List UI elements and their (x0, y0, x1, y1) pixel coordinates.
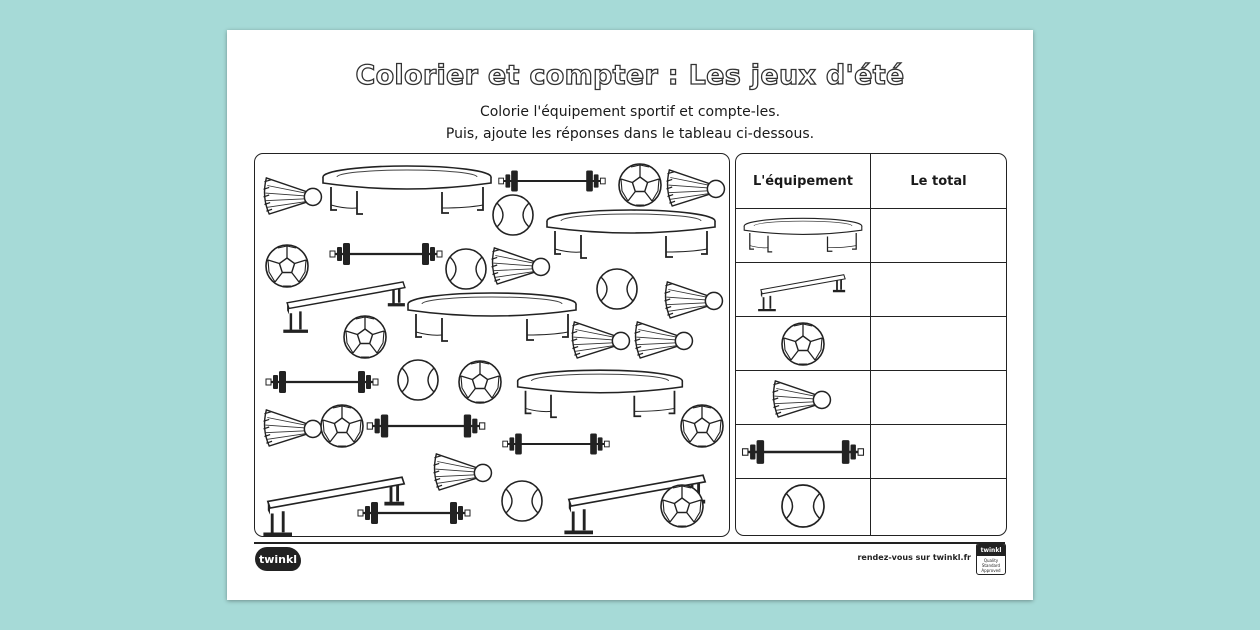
balance-beam-icon[interactable] (263, 477, 404, 534)
trampoline-icon (744, 218, 862, 252)
instruction-line-1: Colorie l'équipement sportif et compte-les. (479, 104, 781, 120)
shuttlecock-icon[interactable] (635, 322, 693, 358)
tennis-ball-icon[interactable] (597, 269, 637, 309)
shuttlecock-icon[interactable] (492, 248, 550, 284)
footer-divider (254, 542, 1005, 544)
shuttlecock-icon[interactable] (665, 282, 723, 318)
tennis-ball-icon[interactable] (446, 249, 486, 289)
football-icon (782, 323, 824, 365)
shuttlecock-icon[interactable] (667, 170, 725, 206)
equipment-picture-panel (254, 153, 730, 537)
football-icon[interactable] (266, 245, 308, 287)
football-icon[interactable] (321, 405, 363, 447)
badge-title: twinkl (977, 544, 1005, 556)
badge-text: Quality Standard Approved (981, 558, 1001, 573)
shuttlecock-icon[interactable] (572, 322, 630, 358)
football-icon[interactable] (344, 316, 386, 358)
total-cell[interactable] (871, 263, 1006, 316)
shuttlecock-icon[interactable] (264, 178, 322, 214)
table-header-row (736, 154, 1006, 209)
barbell-icon[interactable] (358, 502, 470, 524)
table-row (736, 479, 1006, 535)
tennis-ball-icon (782, 485, 824, 527)
football-icon[interactable] (661, 485, 703, 527)
barbell-icon[interactable] (503, 434, 609, 455)
equipment-cell (736, 209, 871, 262)
total-cell[interactable] (871, 479, 1006, 535)
equipment-scene (255, 154, 729, 536)
equipment-cell (736, 263, 871, 316)
equipment-cell (736, 371, 871, 424)
trampoline-icon[interactable] (408, 293, 576, 341)
quality-badge-icon (976, 543, 1006, 575)
tennis-ball-icon[interactable] (398, 360, 438, 400)
barbell-icon[interactable] (499, 171, 605, 192)
balance-beam-icon (758, 275, 845, 310)
shuttlecock-icon[interactable] (264, 410, 322, 446)
barbell-icon[interactable] (266, 371, 378, 393)
table-row (736, 425, 1006, 479)
header-equipment: L'équipement (736, 154, 871, 208)
equipment-cell (736, 425, 871, 478)
total-cell[interactable] (871, 317, 1006, 370)
shuttlecock-icon[interactable] (434, 454, 492, 490)
equipment-cell (736, 479, 871, 535)
trampoline-icon[interactable] (323, 166, 491, 214)
twinkl-logo[interactable]: twinkl (255, 547, 301, 571)
total-cell[interactable] (871, 209, 1006, 262)
header-total: Le total (910, 173, 967, 189)
trampoline-icon[interactable] (547, 210, 715, 258)
football-icon[interactable] (681, 405, 723, 447)
table-row (736, 317, 1006, 371)
football-icon[interactable] (619, 164, 661, 206)
barbell-icon (743, 440, 864, 464)
total-cell[interactable] (871, 425, 1006, 478)
table-row (736, 209, 1006, 263)
tennis-ball-icon[interactable] (502, 481, 542, 521)
trampoline-icon[interactable] (518, 370, 683, 417)
worksheet-page (227, 30, 1033, 600)
count-table (735, 153, 1007, 536)
instruction-line-2: Puis, ajoute les réponses dans le tableau ci-dessous. (445, 126, 815, 142)
barbell-icon[interactable] (367, 414, 485, 437)
football-icon[interactable] (459, 361, 501, 403)
tennis-ball-icon[interactable] (493, 195, 533, 235)
table-row (736, 263, 1006, 317)
table-row (736, 371, 1006, 425)
balance-beam-icon[interactable] (283, 282, 405, 331)
shuttlecock-icon (773, 381, 831, 417)
equipment-cell (736, 317, 871, 370)
footer-url[interactable]: rendez-vous sur twinkl.fr (857, 553, 971, 562)
barbell-icon[interactable] (330, 243, 442, 265)
total-cell[interactable] (871, 371, 1006, 424)
page-title: Colorier et compter : Les jeux d'été (355, 60, 905, 91)
